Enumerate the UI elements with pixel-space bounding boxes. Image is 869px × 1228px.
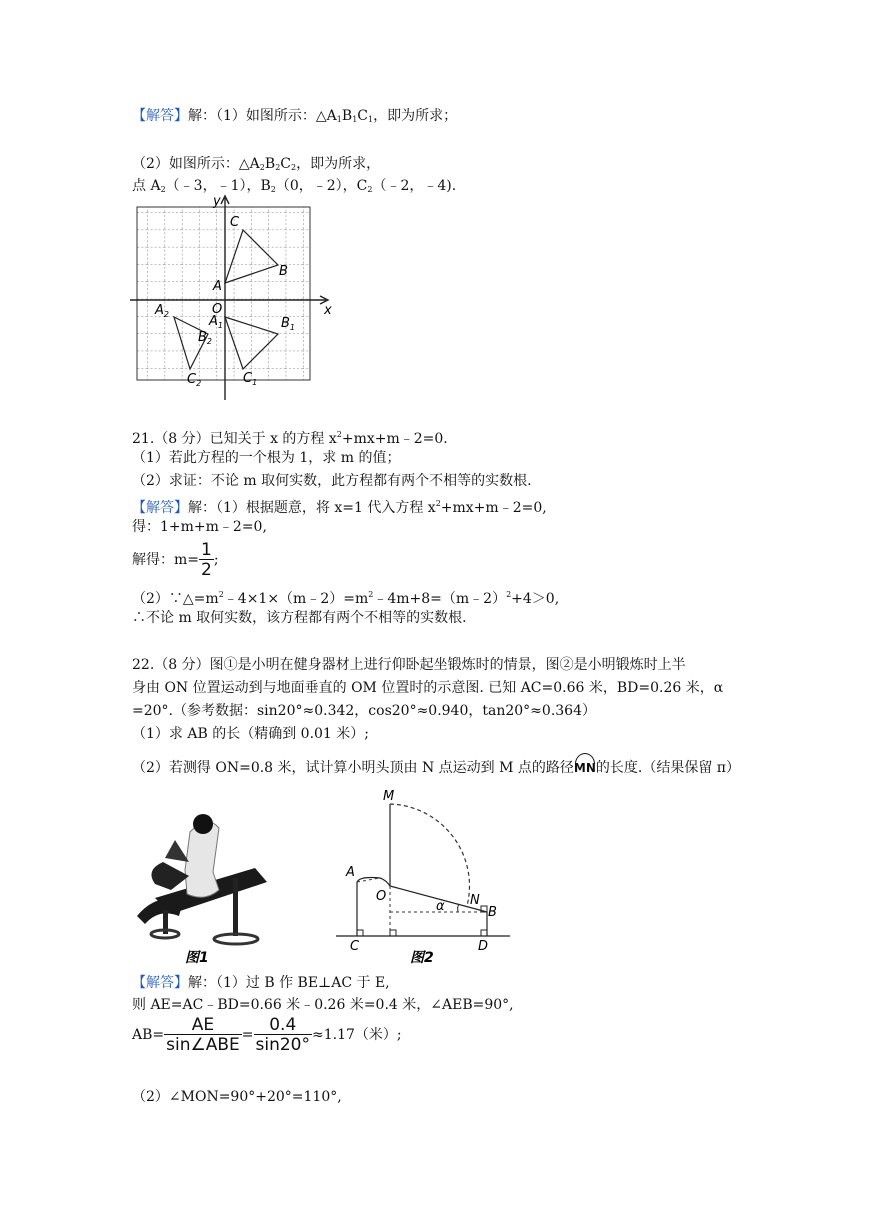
superscript: 2 xyxy=(336,430,342,439)
answer-22-line3 xyxy=(132,1014,402,1056)
point-c2-label: $C_2$ xyxy=(187,372,202,388)
question-22-stem-2: 身由 ON 位置运动到与地面垂直的 OM 位置时的示意图. 已知 AC=0.66 米，BD=0.26 米，α xyxy=(132,680,724,696)
fraction-one-half xyxy=(199,541,214,580)
label-alpha: α xyxy=(436,899,445,914)
question-22-part1: （1）求 AB 的长（精确到 0.01 米）; xyxy=(132,726,369,742)
text: （2）如图所示：△A xyxy=(132,156,260,172)
superscript: 2 xyxy=(368,590,374,599)
subscript: 1 xyxy=(368,115,374,124)
x-axis-label: x xyxy=(324,303,332,318)
text: ; xyxy=(213,552,219,568)
question-22-part2 xyxy=(132,759,740,777)
numerator: AE xyxy=(164,1016,242,1035)
answer-line-20-2 xyxy=(132,155,380,177)
subscript: 2 xyxy=(270,185,276,194)
label-c: C xyxy=(350,939,360,954)
right-angle-c xyxy=(357,930,363,936)
label-n: N xyxy=(470,893,480,908)
point-b-label: B xyxy=(279,264,288,279)
text: ，即为所求； xyxy=(373,108,458,124)
denominator: sin20° xyxy=(255,1034,311,1055)
answer-21-line1 xyxy=(132,495,547,517)
bench-leg xyxy=(233,878,238,936)
answer-tag: 【解答】 xyxy=(132,108,188,124)
text: （﹣3，﹣1），B xyxy=(165,178,271,194)
subscript: 2 xyxy=(367,185,373,194)
text: 解得：m= xyxy=(132,552,200,568)
text: 21.（8 分）已知关于 x 的方程 x xyxy=(132,431,337,447)
text: ﹣4m+8=（m﹣2） xyxy=(373,591,507,607)
label-a: A xyxy=(346,865,355,880)
text: （2）∵△=m xyxy=(132,591,219,607)
text: （0，﹣2），C xyxy=(275,178,368,194)
text: ﹣4×1×（m﹣2）=m xyxy=(223,591,369,607)
point-b2-label: $B_2$ xyxy=(198,330,213,346)
answer-22-line4: （2）∠MON=90°+20°=110°, xyxy=(132,1089,342,1105)
angle-alpha-mark xyxy=(458,904,459,912)
question-22-stem-3: =20°.（参考数据：sin20°≈0.342，cos20°≈0.940，tan20°≈0.364） xyxy=(132,703,596,719)
answer-22-line1 xyxy=(132,974,390,992)
point-a2-label: $A_2$ xyxy=(155,303,169,319)
subscript: 2 xyxy=(160,185,166,194)
arc-mn: MN xyxy=(573,761,596,775)
answer-tag: 【解答】 xyxy=(132,500,188,516)
text: B xyxy=(341,108,353,124)
label-o: O xyxy=(376,889,387,904)
subscript: 1 xyxy=(336,115,342,124)
coordinate-grid-figure xyxy=(130,195,340,400)
superscript: 2 xyxy=(218,590,224,599)
person-head xyxy=(193,814,213,834)
subscript: 2 xyxy=(291,163,297,172)
point-a1-label: $A_1$ xyxy=(209,314,223,330)
right-angle-o xyxy=(390,930,396,936)
origin-label: O xyxy=(212,302,223,317)
denominator: sin∠ABE xyxy=(166,1034,240,1055)
text: （2）若测得 ON=0.8 米，试计算小明头顶由 N 点运动到 M 点的路径 xyxy=(132,760,574,776)
answer-22-line2: 则 AE=AC﹣BD=0.66 米﹣0.26 米=0.4 米，∠AEB=90°, xyxy=(132,997,514,1013)
text: 解：（1）过 B 作 BE⊥AC 于 E, xyxy=(188,975,390,991)
text: AB= xyxy=(132,1027,165,1043)
numerator: 0.4 xyxy=(254,1016,313,1035)
text: 解：（1）根据题意，将 x=1 代入方程 x xyxy=(188,500,436,516)
label-b: B xyxy=(488,905,497,920)
question-22-stem-1: 22.（8 分）图①是小明在健身器材上进行仰卧起坐锻炼时的情景，图②是小明锻炼时上半 xyxy=(132,657,686,673)
question-21-stem xyxy=(132,426,448,448)
bench-icon xyxy=(137,899,183,924)
fraction-04-over-sin20 xyxy=(254,1016,313,1055)
text: +4＞0, xyxy=(511,591,560,607)
label-m: M xyxy=(383,789,395,804)
point-b1-label: $B_1$ xyxy=(281,316,296,332)
right-angle-d xyxy=(481,930,487,936)
arc-mn-dashed xyxy=(390,804,469,906)
equals-sign: = xyxy=(241,1027,254,1043)
answer-line-20-1 xyxy=(132,107,457,129)
text: B xyxy=(264,156,276,172)
subscript: 2 xyxy=(259,163,265,172)
denominator: 2 xyxy=(201,559,212,580)
point-c1-label: $C_1$ xyxy=(243,371,258,387)
text: +mx+m﹣2=0, xyxy=(440,500,547,516)
answer-21-line2: 得：1+m+m﹣2=0, xyxy=(132,519,267,535)
label-d: D xyxy=(478,939,489,954)
subscript: 1 xyxy=(352,115,358,124)
subscript: 2 xyxy=(275,163,281,172)
curve-a-o xyxy=(357,878,390,887)
answer-21-line4 xyxy=(132,586,559,608)
figure-1-caption: 图1 xyxy=(185,950,209,966)
text: 解：（1）如图所示：△A xyxy=(188,108,337,124)
question-21-part2: （2）求证：不论 m 取何实数，此方程都有两个不相等的实数根. xyxy=(132,473,532,489)
answer-tag: 【解答】 xyxy=(132,975,188,991)
text: +mx+m﹣2=0. xyxy=(341,431,448,447)
answer-21-line3 xyxy=(132,540,219,580)
superscript: 2 xyxy=(506,590,512,599)
text: C xyxy=(357,108,368,124)
point-a-label: A xyxy=(213,279,222,294)
text: （﹣2，﹣4). xyxy=(372,178,457,194)
text: C xyxy=(280,156,291,172)
figure-1-photo xyxy=(135,810,285,966)
grid-background xyxy=(137,207,310,380)
person-leg xyxy=(165,840,189,862)
person-leg xyxy=(151,862,189,890)
figure-2-caption: 图2 xyxy=(410,950,434,966)
bench-foot xyxy=(214,934,258,944)
text: 点 A xyxy=(132,178,161,194)
superscript: 2 xyxy=(435,499,441,508)
answer-21-line5: ∴不论 m 取何实数，该方程都有两个不相等的实数根. xyxy=(132,610,467,626)
numerator: 1 xyxy=(201,539,212,560)
y-axis-label: y xyxy=(213,194,221,209)
question-21-part1: （1）若此方程的一个根为 1，求 m 的值； xyxy=(132,450,401,466)
figure-2-diagram xyxy=(330,786,520,966)
text: 的长度.（结果保留 π） xyxy=(595,760,741,776)
fraction-ae-over-sin xyxy=(164,1016,242,1055)
text: ，即为所求， xyxy=(296,156,381,172)
point-c-label: C xyxy=(230,215,240,230)
text: ≈1.17（米）; xyxy=(312,1027,402,1043)
